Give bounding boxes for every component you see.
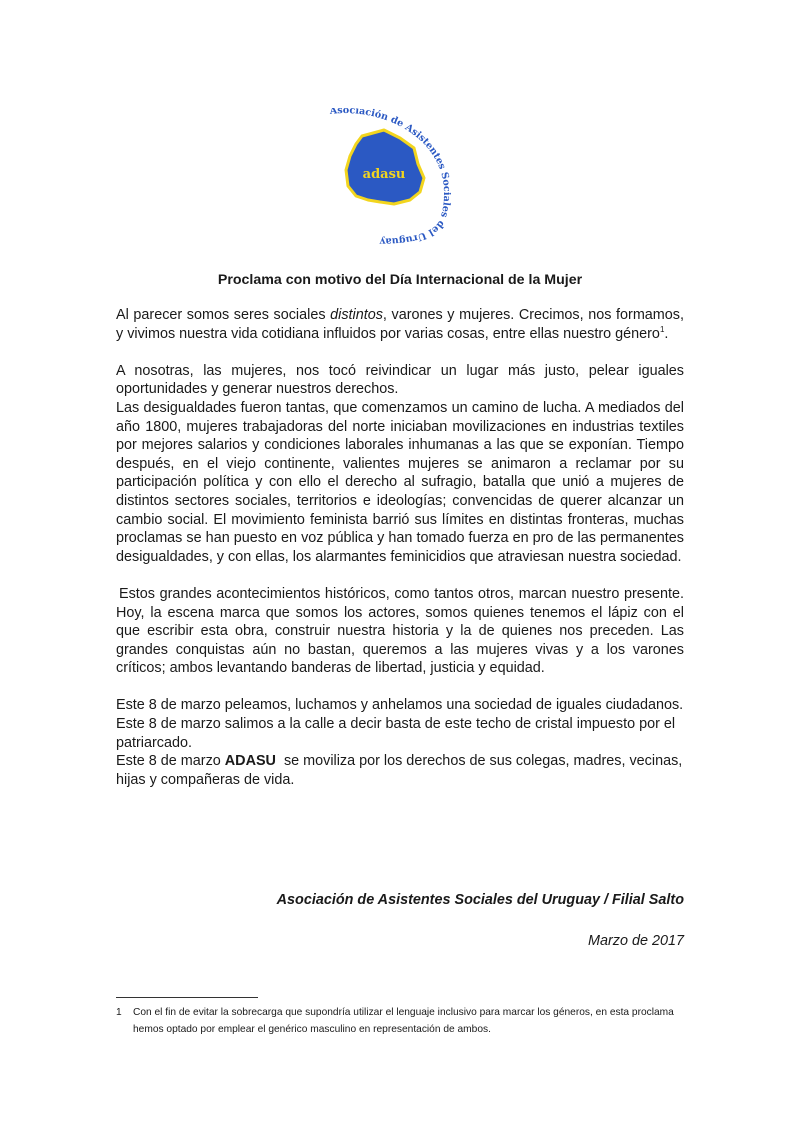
paragraph-1: Al parecer somos seres sociales distintos, varones y mujeres. Crecimos, nos formamos, y vivimos nuestra vida cotidiana influidos por varias cosas, entre ellas nuestro género$^1$. — [116, 307, 684, 342]
paragraph-5: Este 8 de marzo salimos a la calle a decir basta de este techo de cristal impuesto por el patriarcado. — [116, 716, 676, 751]
footnote-number: 1 — [116, 1007, 122, 1018]
date-line: Marzo de 2017 — [588, 933, 684, 949]
paragraph-2a: A nosotras, las mujeres, nos tocó reivindicar un lugar más justo, pelear iguales oportunidades y generar nuestros derechos. — [116, 362, 684, 398]
paragraph-3: Estos grandes acontecimientos históricos, como tantos otros, marcan nuestro presente. Hoy, la escena marca que somos los actores, somos quienes tenemos el lápiz con el que escribir esta obra, construir nuestra historia y la de quienes nos preceden. Las grandes conquistas aún no bastan, queremos a las mujeres vivas y a los varones críticos; ambos levantando banderas de libertad, justicia y equidad. — [116, 585, 684, 677]
document-body — [116, 306, 687, 789]
signature: Asociación de Asistentes Sociales del Uruguay / Filial Salto — [276, 892, 684, 908]
page-title: Proclama con motivo del Día Internacional de la Mujer — [217, 272, 583, 288]
logo-center-text: adasu — [362, 167, 406, 182]
footnote-ref: 1 — [659, 324, 665, 334]
footnote-text: Con el fin de evitar la sobrecarga que supondría utilizar el lenguaje inclusivo para marcar los géneros, en esta proclama hemos optado por emplear el genérico masculino en representación de ambos. — [133, 1007, 674, 1035]
adasu-logo — [322, 108, 472, 248]
footnote-divider — [116, 997, 258, 998]
paragraph-2b: Las desigualdades fueron tantas, que comenzamos un camino de lucha. A mediados del año 1800, mujeres trabajadoras del norte iniciaban movilizaciones en industrias textiles por mejores salarios y condiciones laborales inhumanas a las que se exponían. Tiempo después, en el viejo continente, valientes mujeres se animaron a reclamar por su participación política y con ello el derecho al sufragio, batalla que unió a mujeres de distintos sectores sociales, territorios e ideologías; convencidas de querer alcanzar un cambio social. El movimiento feminista barrió sus límites en distintas fronteras, muchas proclamas se han puesto en voz pública y han tomado fuerza en pro de las permanentes desigualdades, y con ellas, los alarmantes feminicidios que atraviesan nuestra sociedad. — [116, 399, 684, 565]
paragraph-6: Este 8 de marzo ADASU se moviliza por los derechos de sus colegas, madres, vecinas, hijas y compañeras de vida. — [116, 753, 687, 788]
adasu-bold: ADASU — [224, 753, 276, 770]
logo-arc-text: Asociación de Asistentes Sociales del Uruguay — [329, 108, 453, 247]
paragraph-4: Este 8 de marzo peleamos, luchamos y anhelamos una sociedad de iguales ciudadanos. — [116, 697, 684, 714]
footnote — [116, 1004, 686, 1038]
